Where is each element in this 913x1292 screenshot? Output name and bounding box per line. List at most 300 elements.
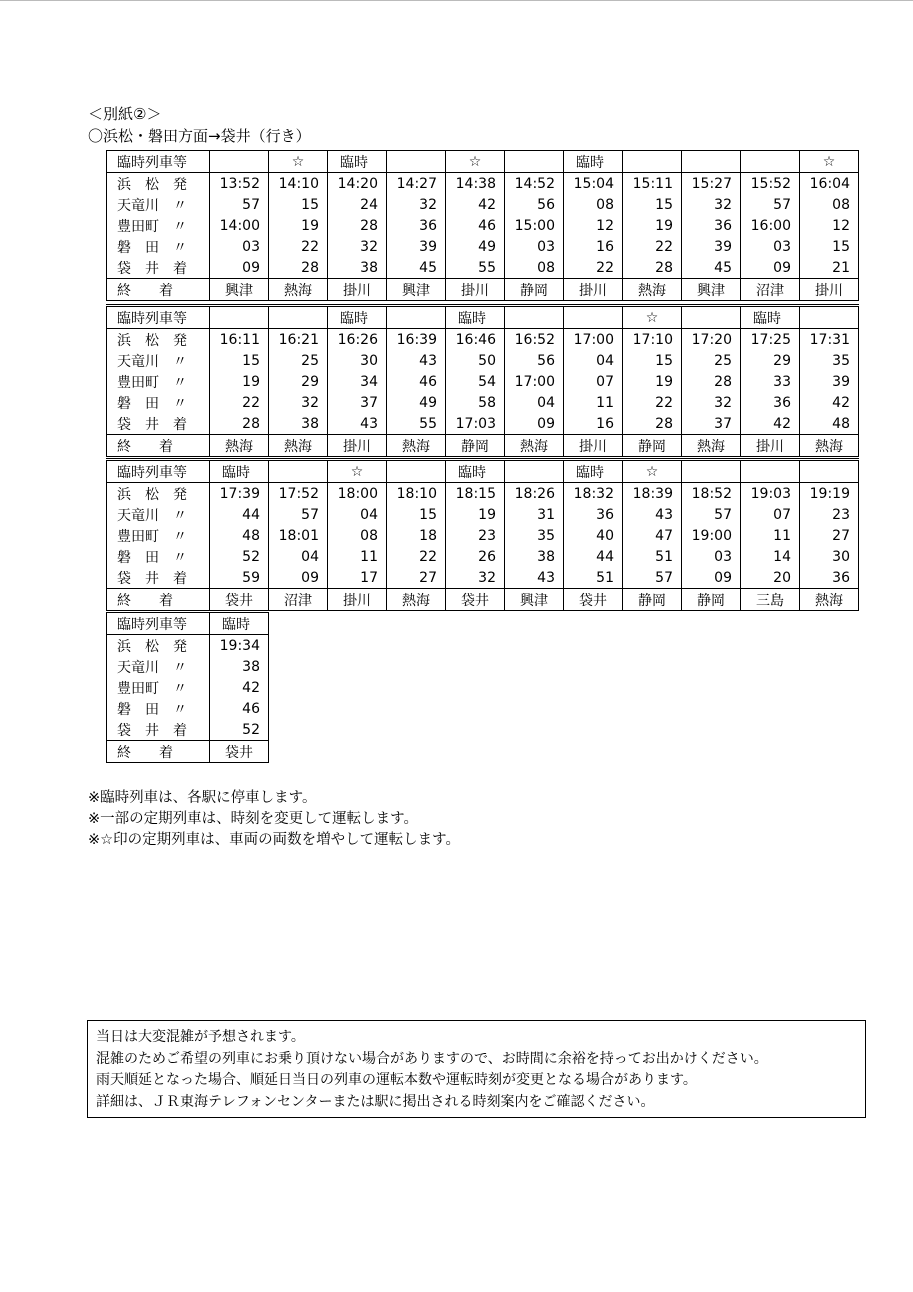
time-cell: 29 — [269, 371, 328, 392]
row-label: 豊田町 〃 — [107, 525, 210, 546]
train-type-cell — [210, 306, 269, 329]
time-cell: 42 — [741, 413, 800, 435]
time-cell: 28 — [623, 257, 682, 279]
time-cell: 17:25 — [741, 329, 800, 351]
row-label: 浜 松 発 — [107, 173, 210, 195]
time-cell: 28 — [682, 371, 741, 392]
time-cell: 04 — [328, 504, 387, 525]
row-label: 袋 井 着 — [107, 719, 210, 741]
time-cell: 57 — [210, 194, 269, 215]
time-cell: 18:39 — [623, 483, 682, 505]
time-cell: 15 — [210, 350, 269, 371]
time-cell: 18:01 — [269, 525, 328, 546]
station-row — [107, 567, 859, 589]
time-cell: 14:20 — [328, 173, 387, 195]
train-type-cell: 臨時 — [564, 151, 623, 173]
station-row — [107, 257, 859, 279]
time-cell: 51 — [564, 567, 623, 589]
time-cell: 15:00 — [505, 215, 564, 236]
station-row — [107, 215, 859, 236]
info-line: 混雑のためご希望の列車にお乗り頂けない場合がありますので、お時間に余裕を持ってお出かけください。 — [96, 1050, 768, 1067]
time-cell: 42 — [800, 392, 859, 413]
time-cell: 37 — [682, 413, 741, 435]
destination-cell: 熱海 — [800, 589, 859, 611]
station-row — [107, 656, 269, 677]
time-cell: 17:00 — [564, 329, 623, 351]
time-cell: 15:27 — [682, 173, 741, 195]
time-cell: 14:10 — [269, 173, 328, 195]
notes-section — [88, 788, 460, 851]
page-title: ＜別紙②＞ — [88, 105, 162, 123]
row-label: 臨時列車等 — [107, 613, 210, 635]
destination-cell: 袋井 — [446, 589, 505, 611]
time-cell: 59 — [210, 567, 269, 589]
time-cell: 46 — [446, 215, 505, 236]
time-cell: 22 — [387, 546, 446, 567]
time-cell: 28 — [269, 257, 328, 279]
time-cell: 22 — [564, 257, 623, 279]
row-label: 臨時列車等 — [107, 151, 210, 173]
time-cell: 21 — [800, 257, 859, 279]
row-label: 袋 井 着 — [107, 567, 210, 589]
row-label: 終 着 — [107, 741, 210, 763]
destination-cell: 熱海 — [387, 589, 446, 611]
time-cell: 09 — [741, 257, 800, 279]
time-cell: 50 — [446, 350, 505, 371]
time-cell: 15 — [800, 236, 859, 257]
station-row — [107, 635, 269, 657]
time-cell: 25 — [682, 350, 741, 371]
destination-cell: 興津 — [387, 279, 446, 301]
station-row — [107, 413, 859, 435]
station-row — [107, 483, 859, 505]
destination-cell: 沼津 — [269, 589, 328, 611]
time-cell: 15:52 — [741, 173, 800, 195]
station-row — [107, 698, 269, 719]
destination-cell: 興津 — [210, 279, 269, 301]
station-row — [107, 329, 859, 351]
time-cell: 17:52 — [269, 483, 328, 505]
time-cell: 35 — [800, 350, 859, 371]
time-cell: 56 — [505, 350, 564, 371]
row-label: 終 着 — [107, 589, 210, 611]
time-cell: 29 — [741, 350, 800, 371]
destination-row — [107, 741, 269, 763]
timetable-block — [106, 612, 269, 763]
row-label: 臨時列車等 — [107, 460, 210, 483]
time-cell: 17:20 — [682, 329, 741, 351]
row-label: 終 着 — [107, 279, 210, 301]
time-cell: 57 — [269, 504, 328, 525]
time-cell: 57 — [741, 194, 800, 215]
time-cell: 19:19 — [800, 483, 859, 505]
train-type-cell — [682, 151, 741, 173]
time-cell: 32 — [682, 392, 741, 413]
train-type-cell: ☆ — [269, 151, 328, 173]
destination-cell: 熱海 — [387, 435, 446, 457]
time-cell: 04 — [269, 546, 328, 567]
time-cell: 03 — [505, 236, 564, 257]
time-cell: 42 — [210, 677, 269, 698]
row-label: 袋 井 着 — [107, 413, 210, 435]
time-cell: 19 — [623, 371, 682, 392]
time-cell: 03 — [210, 236, 269, 257]
destination-cell: 熱海 — [623, 279, 682, 301]
destination-cell: 袋井 — [210, 741, 269, 763]
time-cell: 40 — [564, 525, 623, 546]
time-cell: 43 — [328, 413, 387, 435]
info-line: 雨天順延となった場合、順延日当日の列車の運転本数や運転時刻が変更となる場合があります。 — [96, 1072, 697, 1088]
destination-row — [107, 589, 859, 611]
row-label: 臨時列車等 — [107, 306, 210, 329]
time-cell: 09 — [505, 413, 564, 435]
destination-cell: 掛川 — [564, 435, 623, 457]
train-type-cell — [682, 306, 741, 329]
row-label: 豊田町 〃 — [107, 215, 210, 236]
time-cell: 19:00 — [682, 525, 741, 546]
destination-cell: 静岡 — [623, 435, 682, 457]
time-cell: 04 — [505, 392, 564, 413]
time-cell: 36 — [741, 392, 800, 413]
train-type-cell: 臨時 — [564, 460, 623, 483]
destination-cell: 掛川 — [328, 435, 387, 457]
time-cell: 31 — [505, 504, 564, 525]
time-cell: 44 — [564, 546, 623, 567]
time-cell: 28 — [328, 215, 387, 236]
note-line: ※一部の定期列車は、時刻を変更して運転します。 — [88, 811, 418, 827]
time-cell: 18:00 — [328, 483, 387, 505]
station-row — [107, 194, 859, 215]
time-cell: 08 — [505, 257, 564, 279]
time-cell: 39 — [682, 236, 741, 257]
destination-cell: 熱海 — [269, 435, 328, 457]
time-cell: 18:10 — [387, 483, 446, 505]
time-cell: 43 — [505, 567, 564, 589]
train-type-cell: 臨時 — [446, 460, 505, 483]
time-cell: 36 — [682, 215, 741, 236]
station-row — [107, 236, 859, 257]
time-cell: 38 — [328, 257, 387, 279]
row-label: 豊田町 〃 — [107, 371, 210, 392]
time-cell: 18:26 — [505, 483, 564, 505]
destination-cell: 掛川 — [328, 279, 387, 301]
time-cell: 16:21 — [269, 329, 328, 351]
time-cell: 19:03 — [741, 483, 800, 505]
time-cell: 57 — [623, 567, 682, 589]
destination-cell: 掛川 — [564, 279, 623, 301]
time-cell: 45 — [682, 257, 741, 279]
train-type-cell — [505, 151, 564, 173]
info-box — [87, 1020, 866, 1118]
time-cell: 17:39 — [210, 483, 269, 505]
time-cell: 08 — [800, 194, 859, 215]
train-type-cell — [682, 460, 741, 483]
destination-cell: 掛川 — [800, 279, 859, 301]
time-cell: 07 — [564, 371, 623, 392]
time-cell: 19 — [623, 215, 682, 236]
time-cell: 30 — [800, 546, 859, 567]
time-cell: 11 — [564, 392, 623, 413]
top-border-line — [0, 0, 913, 1]
time-cell: 43 — [623, 504, 682, 525]
time-cell: 14:27 — [387, 173, 446, 195]
time-cell: 14:52 — [505, 173, 564, 195]
station-row — [107, 546, 859, 567]
station-row — [107, 392, 859, 413]
time-cell: 32 — [269, 392, 328, 413]
time-cell: 14:00 — [210, 215, 269, 236]
time-cell: 04 — [564, 350, 623, 371]
row-label: 磐 田 〃 — [107, 698, 210, 719]
train-type-cell: 臨時 — [446, 306, 505, 329]
destination-cell: 三島 — [741, 589, 800, 611]
destination-cell: 熱海 — [800, 435, 859, 457]
row-label: 終 着 — [107, 435, 210, 457]
time-cell: 48 — [800, 413, 859, 435]
timetable-block — [106, 150, 859, 301]
destination-cell: 袋井 — [210, 589, 269, 611]
destination-cell: 興津 — [682, 279, 741, 301]
time-cell: 47 — [623, 525, 682, 546]
time-cell: 16 — [564, 236, 623, 257]
time-cell: 17 — [328, 567, 387, 589]
station-row — [107, 350, 859, 371]
station-row — [107, 677, 269, 698]
train-type-cell — [210, 151, 269, 173]
destination-cell: 熱海 — [682, 435, 741, 457]
time-cell: 38 — [269, 413, 328, 435]
time-cell: 14 — [741, 546, 800, 567]
train-type-cell — [800, 460, 859, 483]
destination-cell: 静岡 — [623, 589, 682, 611]
time-cell: 38 — [210, 656, 269, 677]
time-cell: 46 — [387, 371, 446, 392]
header-row — [107, 306, 859, 329]
time-cell: 48 — [210, 525, 269, 546]
time-cell: 32 — [328, 236, 387, 257]
time-cell: 32 — [682, 194, 741, 215]
destination-cell: 袋井 — [564, 589, 623, 611]
time-cell: 19:34 — [210, 635, 269, 657]
time-cell: 22 — [623, 236, 682, 257]
time-cell: 38 — [505, 546, 564, 567]
time-cell: 52 — [210, 546, 269, 567]
train-type-cell: ☆ — [623, 306, 682, 329]
time-cell: 09 — [269, 567, 328, 589]
note-line: ※臨時列車は、各駅に停車します。 — [88, 790, 317, 806]
train-type-cell — [564, 306, 623, 329]
train-type-cell — [269, 460, 328, 483]
time-cell: 18 — [387, 525, 446, 546]
train-type-cell: 臨時 — [328, 306, 387, 329]
row-label: 天竜川 〃 — [107, 656, 210, 677]
time-cell: 28 — [623, 413, 682, 435]
time-cell: 25 — [269, 350, 328, 371]
row-label: 天竜川 〃 — [107, 350, 210, 371]
destination-cell: 掛川 — [446, 279, 505, 301]
info-line: 詳細は、ＪＲ東海テレフォンセンターまたは駅に掲出される時刻案内をご確認ください。 — [96, 1093, 655, 1110]
train-type-cell — [269, 306, 328, 329]
time-cell: 24 — [328, 194, 387, 215]
time-cell: 16 — [564, 413, 623, 435]
row-label: 豊田町 〃 — [107, 677, 210, 698]
info-line: 当日は大変混雑が予想されます。 — [96, 1029, 305, 1045]
time-cell: 45 — [387, 257, 446, 279]
row-label: 磐 田 〃 — [107, 392, 210, 413]
row-label: 天竜川 〃 — [107, 504, 210, 525]
time-cell: 14:38 — [446, 173, 505, 195]
time-cell: 33 — [741, 371, 800, 392]
time-cell: 07 — [741, 504, 800, 525]
time-cell: 11 — [328, 546, 387, 567]
station-row — [107, 525, 859, 546]
time-cell: 30 — [328, 350, 387, 371]
timetable-block — [106, 458, 859, 611]
time-cell: 03 — [741, 236, 800, 257]
train-type-cell: 臨時 — [210, 460, 269, 483]
time-cell: 16:11 — [210, 329, 269, 351]
time-cell: 26 — [446, 546, 505, 567]
destination-cell: 静岡 — [505, 279, 564, 301]
time-cell: 16:39 — [387, 329, 446, 351]
time-cell: 03 — [682, 546, 741, 567]
time-cell: 18:52 — [682, 483, 741, 505]
time-cell: 49 — [446, 236, 505, 257]
time-cell: 51 — [623, 546, 682, 567]
row-label: 浜 松 発 — [107, 483, 210, 505]
train-type-cell — [505, 306, 564, 329]
row-label: 浜 松 発 — [107, 635, 210, 657]
time-cell: 09 — [210, 257, 269, 279]
time-cell: 15 — [623, 350, 682, 371]
train-type-cell: 臨時 — [741, 306, 800, 329]
time-cell: 09 — [682, 567, 741, 589]
train-type-cell — [505, 460, 564, 483]
time-cell: 58 — [446, 392, 505, 413]
time-cell: 19 — [446, 504, 505, 525]
destination-cell: 熱海 — [505, 435, 564, 457]
time-cell: 55 — [446, 257, 505, 279]
time-cell: 18:15 — [446, 483, 505, 505]
time-cell: 22 — [269, 236, 328, 257]
time-cell: 43 — [387, 350, 446, 371]
train-type-cell — [741, 151, 800, 173]
time-cell: 15 — [623, 194, 682, 215]
train-type-cell — [387, 460, 446, 483]
destination-row — [107, 279, 859, 301]
note-line: ※☆印の定期列車は、車両の両数を増やして運転します。 — [88, 832, 460, 848]
time-cell: 52 — [210, 719, 269, 741]
station-row — [107, 719, 269, 741]
row-label: 袋 井 着 — [107, 257, 210, 279]
station-row — [107, 173, 859, 195]
time-cell: 16:46 — [446, 329, 505, 351]
row-label: 磐 田 〃 — [107, 236, 210, 257]
train-type-cell: ☆ — [328, 460, 387, 483]
header-row — [107, 460, 859, 483]
train-type-cell — [387, 151, 446, 173]
time-cell: 22 — [210, 392, 269, 413]
time-cell: 16:26 — [328, 329, 387, 351]
time-cell: 13:52 — [210, 173, 269, 195]
train-type-cell — [387, 306, 446, 329]
time-cell: 42 — [446, 194, 505, 215]
time-cell: 17:31 — [800, 329, 859, 351]
time-cell: 32 — [446, 567, 505, 589]
row-label: 天竜川 〃 — [107, 194, 210, 215]
time-cell: 17:03 — [446, 413, 505, 435]
time-cell: 15 — [269, 194, 328, 215]
time-cell: 08 — [328, 525, 387, 546]
time-cell: 54 — [446, 371, 505, 392]
time-cell: 16:04 — [800, 173, 859, 195]
time-cell: 55 — [387, 413, 446, 435]
time-cell: 16:00 — [741, 215, 800, 236]
header-row — [107, 151, 859, 173]
destination-cell: 静岡 — [682, 589, 741, 611]
time-cell: 16:52 — [505, 329, 564, 351]
destination-cell: 静岡 — [446, 435, 505, 457]
time-cell: 49 — [387, 392, 446, 413]
time-cell: 15 — [387, 504, 446, 525]
time-cell: 35 — [505, 525, 564, 546]
train-type-cell: 臨時 — [210, 613, 269, 635]
time-cell: 20 — [741, 567, 800, 589]
destination-cell: 興津 — [505, 589, 564, 611]
time-cell: 27 — [387, 567, 446, 589]
page-subtitle: 〇浜松・磐田方面→袋井（行き） — [88, 127, 311, 145]
time-cell: 57 — [682, 504, 741, 525]
time-cell: 17:10 — [623, 329, 682, 351]
train-type-cell: ☆ — [800, 151, 859, 173]
time-cell: 36 — [564, 504, 623, 525]
time-cell: 44 — [210, 504, 269, 525]
destination-cell: 掛川 — [328, 589, 387, 611]
train-type-cell — [741, 460, 800, 483]
time-cell: 39 — [387, 236, 446, 257]
time-cell: 22 — [623, 392, 682, 413]
destination-cell: 熱海 — [269, 279, 328, 301]
time-cell: 23 — [446, 525, 505, 546]
time-cell: 11 — [741, 525, 800, 546]
time-cell: 32 — [387, 194, 446, 215]
time-cell: 12 — [800, 215, 859, 236]
time-cell: 19 — [210, 371, 269, 392]
train-type-cell: ☆ — [623, 460, 682, 483]
train-type-cell: ☆ — [446, 151, 505, 173]
train-type-cell: 臨時 — [328, 151, 387, 173]
time-cell: 34 — [328, 371, 387, 392]
time-cell: 36 — [800, 567, 859, 589]
time-cell: 17:00 — [505, 371, 564, 392]
destination-cell: 沼津 — [741, 279, 800, 301]
time-cell: 19 — [269, 215, 328, 236]
destination-cell: 掛川 — [741, 435, 800, 457]
time-cell: 15:11 — [623, 173, 682, 195]
time-cell: 36 — [387, 215, 446, 236]
time-cell: 37 — [328, 392, 387, 413]
time-cell: 28 — [210, 413, 269, 435]
time-cell: 39 — [800, 371, 859, 392]
time-cell: 15:04 — [564, 173, 623, 195]
time-cell: 18:32 — [564, 483, 623, 505]
time-cell: 23 — [800, 504, 859, 525]
timetable-block — [106, 304, 859, 457]
row-label: 磐 田 〃 — [107, 546, 210, 567]
destination-cell: 熱海 — [210, 435, 269, 457]
time-cell: 08 — [564, 194, 623, 215]
train-type-cell — [623, 151, 682, 173]
